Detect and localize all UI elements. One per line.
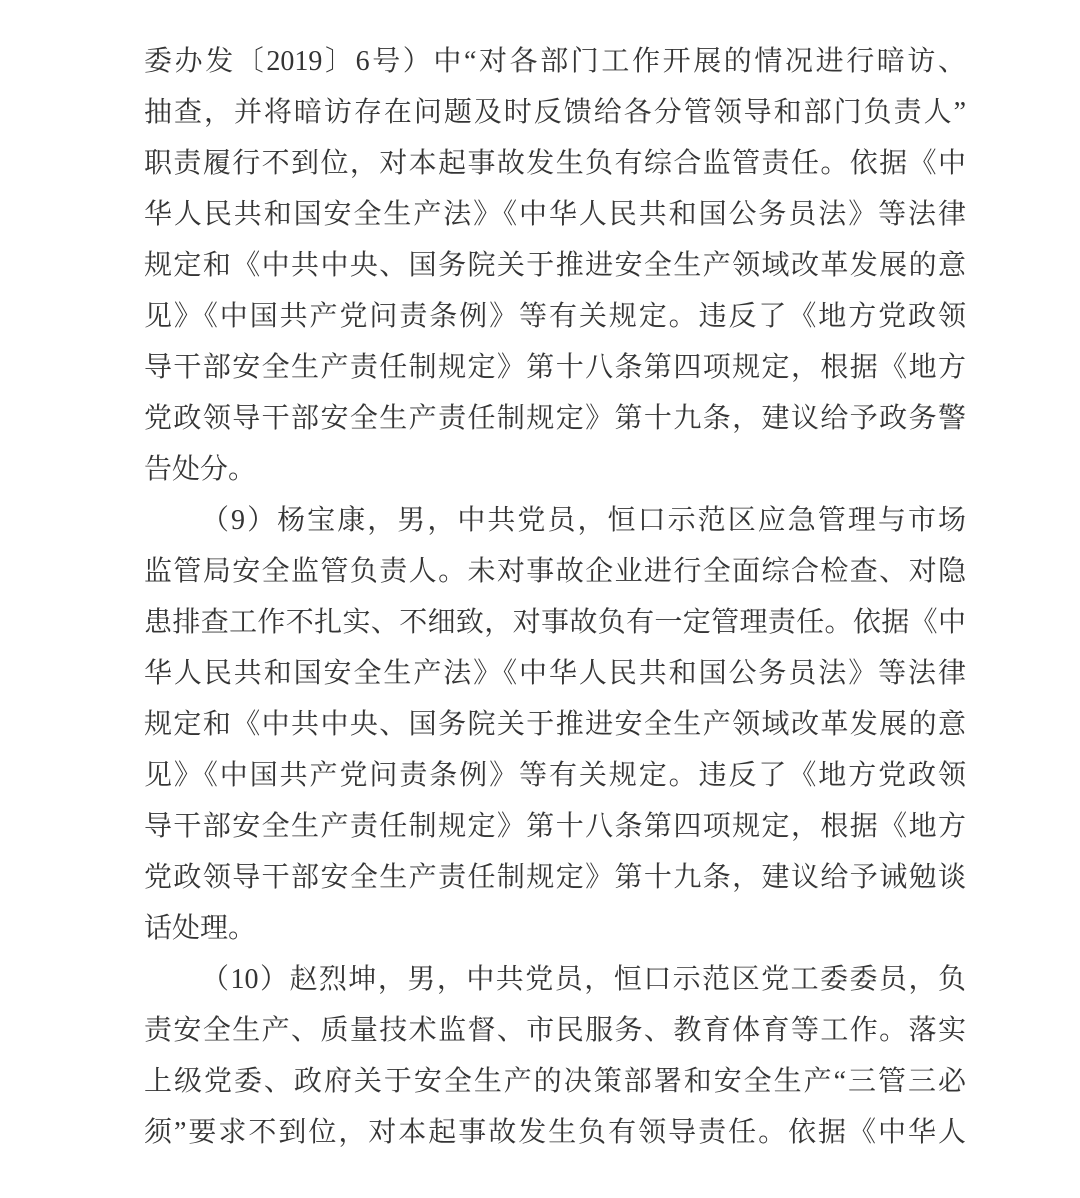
- document-text-block: [144, 36, 966, 1158]
- document-line: 规定和《中共中央、国务院关于推进安全生产领域改革发展的意: [144, 250, 966, 281]
- document-line: 导干部安全生产责任制规定》第十八条第四项规定，根据《地方: [144, 352, 966, 383]
- document-line: 见》《中国共产党问责条例》等有关规定。违反了《地方党政领: [144, 760, 966, 791]
- document-line: 须”要求不到位，对本起事故发生负有领导责任。依据《中华人: [144, 1117, 966, 1148]
- document-line: 规定和《中共中央、国务院关于推进安全生产领域改革发展的意: [144, 709, 966, 740]
- document-line-item-9-start: （9）杨宝康，男，中共党员，恒口示范区应急管理与市场: [201, 505, 966, 536]
- document-line: 责安全生产、质量技术监督、市民服务、教育体育等工作。落实: [144, 1015, 966, 1046]
- document-line-item-10-start: （10）赵烈坤，男，中共党员，恒口示范区党工委委员，负: [201, 964, 966, 995]
- document-line: 党政领导干部安全生产责任制规定》第十九条，建议给予诫勉谈: [144, 862, 966, 893]
- document-line: 导干部安全生产责任制规定》第十八条第四项规定，根据《地方: [144, 811, 966, 842]
- document-line: 华人民共和国安全生产法》《中华人民共和国公务员法》等法律: [144, 658, 966, 689]
- document-line: 患排查工作不扎实、不细致，对事故负有一定管理责任。依据《中: [144, 607, 966, 638]
- document-line: 抽查，并将暗访存在问题及时反馈给各分管领导和部门负责人”: [144, 97, 966, 128]
- document-line: 见》《中国共产党问责条例》等有关规定。违反了《地方党政领: [144, 301, 966, 332]
- document-line: 监管局安全监管负责人。未对事故企业进行全面综合检查、对隐: [144, 556, 966, 587]
- document-line: 党政领导干部安全生产责任制规定》第十九条，建议给予政务警: [144, 403, 966, 434]
- document-line: 上级党委、政府关于安全生产的决策部署和安全生产“三管三必: [144, 1066, 966, 1097]
- document-line: 华人民共和国安全生产法》《中华人民共和国公务员法》等法律: [144, 199, 966, 230]
- document-line: 话处理。: [144, 913, 257, 944]
- document-line: 告处分。: [144, 454, 257, 485]
- document-line: 职责履行不到位，对本起事故发生负有综合监管责任。依据《中: [144, 148, 966, 179]
- document-line: 委办发〔2019〕6号）中“对各部门工作开展的情况进行暗访、: [144, 46, 966, 77]
